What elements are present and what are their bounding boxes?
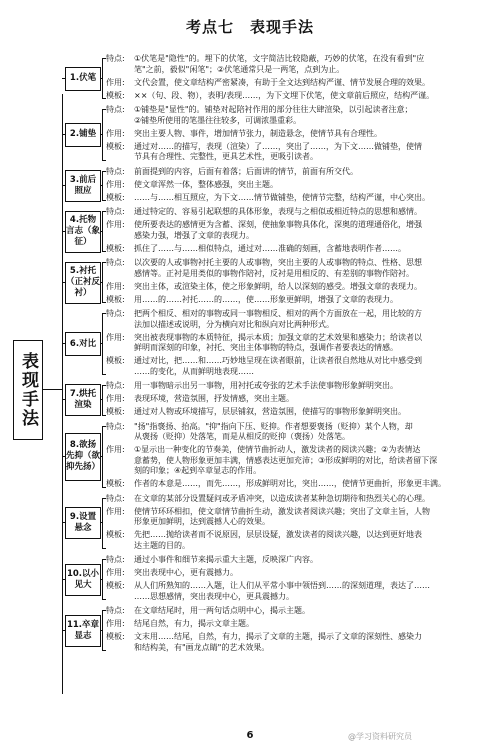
section-row (106, 445, 500, 456)
row-text: ①显示出一种变化的节奏美，使情节曲折动人，激发读者的阅读兴趣；②为表情达 (134, 445, 421, 454)
section-row (106, 258, 500, 269)
row-text: 以次要的人或事物衬托主要的人或事物，突出主要的人或事物的特点、性格、思想 (134, 258, 422, 267)
row-label: 模板 : (106, 142, 134, 153)
row-label: 模板 : (106, 581, 134, 592)
row-label: 模板 : (106, 193, 134, 204)
row-text: 把两个相反、相对的事物或同一事物相反、相对的两个方面放在一起，用比较的方 (134, 309, 422, 318)
section-row (106, 619, 500, 630)
row-text: 通过对人物或环境描写，层层铺叙，营造氛围，使描写的事物形象鲜明突出。 (134, 407, 406, 416)
section-row (106, 129, 500, 140)
row-label: 模板 : (106, 530, 134, 541)
row-text-continued: 感情等。正衬是用类似的事物作陪衬，反衬是用相反的、有差别的事物作陪衬。 (134, 268, 414, 278)
row-label: 作用 : (106, 507, 134, 518)
row-text: ××（句、段、物），表明/表现……，为下文埋下伏笔，使文章前后照应，结构严谨。 (134, 90, 435, 100)
section-row (106, 407, 500, 418)
section-row (106, 333, 500, 344)
row-label: 作用 : (106, 180, 134, 191)
row-text: 在文章的某部分设置疑问或矛盾冲突，以造成读者某种急切期待和热烈关心的心理。 (134, 493, 430, 503)
row-label: 作用 : (106, 333, 134, 344)
row-text-continued: ……思想感情，突出表现中心，更具震撼力。 (134, 591, 294, 601)
section-title-box: 7.烘托渲染 (65, 384, 101, 416)
page-title: 考点七 表现手法 (185, 18, 314, 36)
row-text: 作者的本意是……，而先……，形成鲜明对比，突出……，使情节更曲折，形象更丰满。 (134, 479, 446, 488)
row-label: 模板 : (106, 295, 134, 306)
section-title-box: 10.以小见大 (65, 564, 101, 596)
section-row (106, 507, 500, 518)
section-row (106, 422, 500, 433)
row-label: 作用 : (106, 568, 134, 579)
row-text: 突出被表现事物的本质特征，揭示本质；加强文章的艺术效果和感染力；给读者以 (134, 332, 422, 342)
section-row (106, 568, 500, 579)
row-text: 通过特定的、容易引起联想的具体形象，表现与之相似或相近特点的思想和感情。 (134, 207, 422, 216)
row-text: 通过对比，把……和……巧妙地呈现在读者眼前，让读者很自然地从对比中感受到 (134, 356, 422, 365)
section-title-box: 5.衬托（正衬反衬） (65, 262, 101, 304)
row-text-continued: 法加以描述或说明，分为横向对比和纵向对比两种形式。 (134, 319, 334, 329)
row-text-continued: 节具有合理性、完整性，更具艺术性，更吸引读者。 (134, 152, 318, 161)
row-text: 结尾自然，有力，揭示文章主题。 (134, 619, 254, 628)
section-title-box: 8.欲扬先抑（欲抑先扬） (65, 433, 101, 481)
row-text: 在文章结尾时，用一两句话点明中心，揭示主题。 (134, 606, 310, 615)
row-text: "扬"指褒扬、抬高。"抑"指向下压、贬抑。作者想要褒扬（贬抑）某个人物，却 (134, 421, 413, 431)
section-row (106, 555, 500, 566)
row-label: 作用 : (106, 282, 134, 293)
section-title-box: 9.设置悬念 (65, 507, 101, 539)
row-label: 作用 : (106, 78, 134, 89)
section-row (106, 91, 500, 102)
row-text-continued: ……的变化，从而鲜明地表现…… (134, 366, 254, 376)
row-label: 作用 : (106, 394, 134, 405)
row-text-continued: 刻的印象；④起到卒章显志的作用。 (134, 466, 262, 475)
row-text: 用一事物暗示出另一事物，用衬托或夸张的艺术手法使事物形象鲜明突出。 (134, 381, 398, 390)
row-text: 突出表现中心，更有震撼力。 (134, 568, 238, 577)
section-row (106, 632, 500, 643)
row-text: 先把……抛给读者而不说原因，层层设疑，激发读者的阅读兴趣，以达到更好地表 (134, 530, 422, 539)
row-text: 使情节环环相扣，使文章情节曲折生动，激发读者阅读兴趣；突出了文章主旨，人物 (134, 506, 430, 516)
section-bracket (102, 498, 106, 550)
row-text-continued: ②铺垫所使用的笔墨往往较多，可调浓墨重彩。 (134, 115, 302, 125)
row-text: 使所要表达的感情更为含蓄、深刻，使抽象事物具体化，深奥的道理通俗化，增强 (134, 220, 422, 229)
row-label: 特点 : (106, 555, 134, 566)
row-text: 突出主体，或渲染主体，使之形象鲜明，给人以深刻的感受。增强文章的表现力。 (134, 281, 422, 291)
section-row (106, 244, 500, 255)
row-text: 通过小事件和细节来揭示重大主题，反映深广内容。 (134, 555, 318, 564)
row-label: 特点 : (106, 105, 134, 116)
section-title-box: 4.托物言志（象征） (65, 211, 101, 253)
row-label: 模板 : (106, 632, 134, 643)
row-label: 作用 : (106, 129, 134, 140)
row-text: 表现环境，营造氛围，抒发情感，突出主题。 (134, 394, 294, 403)
row-text: ……与……相互照应，为下文……情节做铺垫，使情节完整，结构严谨，中心突出。 (134, 192, 430, 202)
row-text: 通过对……的描写，表现（渲染）了……，突出了……，为下文……做铺垫，使情 (134, 141, 422, 151)
section-row (106, 105, 500, 116)
section-row (106, 381, 500, 392)
row-text-continued: 笔"之前，毅似"闲笔"；②伏笔通常只是一两笔，点到为止。 (134, 64, 345, 74)
row-label: 特点 : (106, 494, 134, 505)
section-row (106, 54, 500, 65)
row-label: 特点 : (106, 167, 134, 178)
row-text: 用……的……衬托……的……，使……形象更鲜明，增强了文章的表现力。 (134, 294, 398, 304)
row-label: 模板 : (106, 244, 134, 255)
row-label: 作用 : (106, 619, 134, 630)
page-number: 6 (246, 730, 254, 741)
row-text: 使文章浑然一体，整体感强，突出主题。 (134, 179, 278, 189)
main-connector (42, 389, 62, 390)
row-label: 特点 : (106, 258, 134, 269)
row-text: 文末用……结尾，自然，有力，揭示了文章的主题，揭示了文章的深刻性、感染力 (134, 632, 422, 641)
row-text: ①铺垫是"显性"的。铺垫对起陪衬作用的部分往往大肆渲染，以引起读者注意； (134, 105, 413, 114)
section-row (106, 78, 500, 89)
section-title-box: 11.卒章显志 (65, 615, 101, 647)
row-label: 作用 : (106, 445, 134, 456)
row-text: 前面提到的内容，后面有着落；后面讲的情节，前面有所交代。 (134, 166, 358, 176)
section-row (106, 356, 500, 367)
section-row (106, 530, 500, 541)
row-text-continued: 形象更加鲜明，达到震撼人心的效果。 (134, 517, 270, 526)
section-row (106, 193, 500, 204)
section-row (106, 394, 500, 405)
section-row (106, 581, 500, 592)
row-label: 特点 : (106, 422, 134, 433)
row-label: 特点 : (106, 54, 134, 65)
section-row (106, 295, 500, 306)
row-label: 特点 : (106, 381, 134, 392)
row-label: 模板 : (106, 407, 134, 418)
row-text: 抓住了……与……相似特点，通过对……准确的刻画，含蓄地表明作者……。 (134, 243, 406, 253)
row-text-continued: 和结构美，有"画龙点睛"的艺术效果。 (134, 642, 270, 652)
section-row (106, 142, 500, 153)
watermark: @学习资料研究员 (348, 732, 412, 741)
main-topic-box: 表现手法 (13, 340, 43, 440)
section-title-box: 6.对比 (65, 332, 101, 356)
section-row (106, 282, 500, 293)
row-text-continued: 达主题的目的。 (134, 540, 190, 550)
section-row (106, 494, 500, 505)
row-text: 从人们所熟知的……入题，让人们从平常小事中领悟到……的深刻道理，表达了…… (134, 581, 430, 590)
row-text-continued: 从褒扬（贬抑）处落笔，而是从相反的贬抑（褒扬）处落笔。 (134, 432, 350, 441)
row-text-continued: 感染力强，增强了文章的表现力。 (134, 230, 254, 240)
row-label: 作用 : (106, 220, 134, 231)
row-text: 文代会置，使文章结构严密紧凑，有助于全文达到结构严谨、情节发展合理的效果。 (134, 77, 430, 87)
row-text: ①伏笔是"隐性"的。埋下的伏笔，文字简洁比较隐蔽，巧妙的伏笔，在没有看到"应 (134, 54, 425, 63)
row-label: 模板 : (106, 356, 134, 367)
section-title-box: 1.伏笔 (65, 67, 101, 91)
row-label: 特点 : (106, 606, 134, 617)
row-label: 特点 : (106, 309, 134, 320)
section-row (106, 207, 500, 218)
row-text-continued: 意蓄势，使人物形象更加丰满，情感表达更加充沛；③形成鲜明的对比，给读者留下深 (134, 455, 438, 465)
section-row (106, 167, 500, 178)
section-row (106, 309, 500, 320)
row-label: 模板 : (106, 91, 134, 102)
section-row (106, 180, 500, 191)
section-row (106, 479, 500, 490)
section-row (106, 606, 500, 617)
row-text-continued: 鲜明而深刻的印象，衬托、突出主体事物的特点，强调作者要表达的情感。 (134, 343, 398, 352)
section-row (106, 220, 500, 231)
section-title-box: 3.前后照应 (65, 170, 101, 202)
row-label: 模板 : (106, 479, 134, 490)
row-text: 突出主要人物、事件，增加情节张力，制造悬念，使情节具有合理性。 (134, 128, 382, 138)
row-label: 特点 : (106, 207, 134, 218)
section-title-box: 2.铺垫 (65, 123, 101, 147)
